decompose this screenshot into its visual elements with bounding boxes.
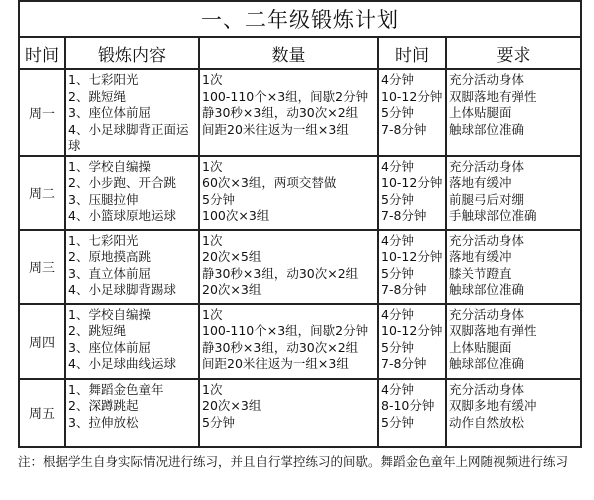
requirement-cell	[446, 230, 581, 304]
day-cell: 周五	[19, 379, 65, 447]
content-line: 4、小足球脚背正面运球	[68, 121, 189, 153]
content-line: 1、学校自编操	[68, 158, 151, 174]
quantity-line: 1次	[202, 232, 223, 248]
requirement-cell	[446, 156, 581, 230]
requirement-line: 充分活动身体	[449, 158, 525, 174]
requirement-line: 上体贴腿面	[449, 105, 512, 120]
content-line: 3、直立体前屈	[68, 265, 151, 281]
content-line: 2、原地摸高跳	[68, 249, 151, 264]
table-row	[19, 230, 581, 304]
time-line: 10-12分钟	[381, 323, 443, 338]
quantity-line: 5分钟	[202, 191, 235, 207]
time-cell	[378, 156, 446, 230]
time-line: 5分钟	[381, 105, 414, 120]
requirement-line: 双脚多地有缓冲	[449, 398, 537, 413]
header-content: 锻炼内容	[65, 37, 199, 69]
time-line: 4分钟	[381, 381, 414, 397]
requirement-line: 落地有缓冲	[449, 249, 512, 264]
time-cell	[378, 69, 446, 156]
requirement-line: 充分活动身体	[449, 381, 525, 397]
time-line: 10-12分钟	[381, 249, 443, 264]
content-cell	[65, 379, 199, 447]
quantity-cell	[199, 156, 378, 230]
requirement-line: 触球部位准确	[449, 356, 525, 371]
requirement-line: 双脚落地有弹性	[449, 323, 537, 338]
quantity-line: 100-110个×3组，间歇2分钟	[202, 88, 369, 104]
footnote: 注：根据学生自身实际情况进行练习，并且自行掌控练习的间歇。舞蹈金色童年上网随视频进行练习	[18, 454, 569, 469]
quantity-line: 静30秒×3组，动30次×2组	[202, 105, 359, 120]
requirement-line: 动作自然放松	[449, 414, 525, 430]
content-line: 4、小足球脚背踢球	[68, 282, 176, 297]
table-row	[19, 379, 581, 447]
quantity-line: 100次×3组	[202, 208, 270, 223]
content-cell	[65, 69, 199, 156]
content-line: 2、小步跑、开合跳	[68, 175, 176, 190]
time-line: 4分钟	[381, 306, 414, 322]
day-cell: 周四	[19, 304, 65, 379]
quantity-line: 间距20米往返为一组×3组	[202, 356, 349, 371]
table-row	[19, 69, 581, 156]
requirement-line: 充分活动身体	[449, 72, 525, 87]
time-line: 10-12分钟	[381, 175, 443, 190]
time-line: 7-8分钟	[381, 121, 427, 137]
time-cell	[378, 304, 446, 379]
requirement-line: 手触球部位准确	[449, 208, 537, 223]
quantity-line: 1次	[202, 72, 223, 87]
time-line: 10-12分钟	[381, 88, 443, 104]
content-line: 4、小篮球原地运球	[68, 208, 176, 223]
content-line: 1、学校自编操	[68, 306, 151, 322]
requirement-cell	[446, 304, 581, 379]
quantity-cell	[199, 69, 378, 156]
time-line: 4分钟	[381, 158, 414, 174]
time-line: 7-8分钟	[381, 356, 427, 371]
header-requirement: 要求	[446, 37, 581, 69]
quantity-line: 1次	[202, 381, 223, 397]
quantity-line: 20次×3组	[202, 398, 262, 413]
quantity-line: 60次×3组，两项交替做	[202, 175, 337, 190]
day-cell: 周三	[19, 230, 65, 304]
requirement-line: 膝关节蹬直	[449, 265, 512, 281]
header-quantity: 数量	[199, 37, 378, 69]
content-line: 2、跳短绳	[68, 323, 126, 338]
time-line: 7-8分钟	[381, 282, 427, 297]
content-line: 2、深蹲跳起	[68, 398, 139, 413]
content-cell	[65, 230, 199, 304]
content-line: 3、压腿拉伸	[68, 191, 139, 207]
requirement-line: 触球部位准确	[449, 121, 525, 137]
requirement-line: 落地有缓冲	[449, 175, 512, 190]
content-cell	[65, 304, 199, 379]
time-line: 5分钟	[381, 339, 414, 355]
time-line: 8-10分钟	[381, 398, 435, 413]
time-line: 4分钟	[381, 72, 414, 87]
requirement-line: 触球部位准确	[449, 282, 525, 297]
training-plan-sheet	[18, 0, 580, 448]
header-day: 时间	[19, 37, 65, 69]
page-title: 一、二年级锻炼计划	[19, 1, 581, 37]
quantity-cell	[199, 304, 378, 379]
quantity-line: 静30秒×3组，动30次×2组	[202, 265, 359, 281]
header-time: 时间	[378, 37, 446, 69]
table-row	[19, 156, 581, 230]
time-line: 5分钟	[381, 265, 414, 281]
content-line: 3、座位体前屈	[68, 105, 151, 120]
quantity-line: 1次	[202, 306, 223, 322]
time-cell	[378, 230, 446, 304]
requirement-cell	[446, 69, 581, 156]
requirement-line: 双脚落地有弹性	[449, 88, 537, 104]
quantity-line: 间距20米往返为一组×3组	[202, 121, 349, 137]
quantity-line: 20次×3组	[202, 282, 262, 297]
quantity-line: 100-110个×3组，间歇2分钟	[202, 323, 369, 338]
time-line: 5分钟	[381, 414, 414, 430]
quantity-line: 静30秒×3组，动30次×2组	[202, 339, 359, 355]
quantity-line: 1次	[202, 158, 223, 174]
requirement-line: 上体贴腿面	[449, 339, 512, 355]
day-cell: 周二	[19, 156, 65, 230]
training-plan-table	[18, 0, 582, 448]
requirement-line: 充分活动身体	[449, 232, 525, 248]
quantity-line: 5分钟	[202, 414, 235, 430]
time-cell	[378, 379, 446, 447]
content-line: 1、七彩阳光	[68, 232, 139, 248]
requirement-line: 充分活动身体	[449, 306, 525, 322]
time-line: 5分钟	[381, 191, 414, 207]
content-line: 3、拉伸放松	[68, 414, 139, 430]
content-cell	[65, 156, 199, 230]
quantity-cell	[199, 379, 378, 447]
time-line: 7-8分钟	[381, 208, 427, 223]
content-line: 2、跳短绳	[68, 88, 126, 104]
content-line: 1、舞蹈金色童年	[68, 381, 164, 397]
requirement-cell	[446, 379, 581, 447]
table-body	[19, 69, 581, 447]
day-cell: 周一	[19, 69, 65, 156]
requirement-line: 前腿弓后对绷	[449, 191, 525, 207]
header-row	[19, 37, 581, 69]
content-line: 1、七彩阳光	[68, 72, 139, 87]
content-line: 4、小足球曲线运球	[68, 356, 176, 371]
time-line: 4分钟	[381, 232, 414, 248]
content-line: 3、座位体前屈	[68, 339, 151, 355]
quantity-line: 20次×5组	[202, 249, 262, 264]
table-row	[19, 304, 581, 379]
quantity-cell	[199, 230, 378, 304]
